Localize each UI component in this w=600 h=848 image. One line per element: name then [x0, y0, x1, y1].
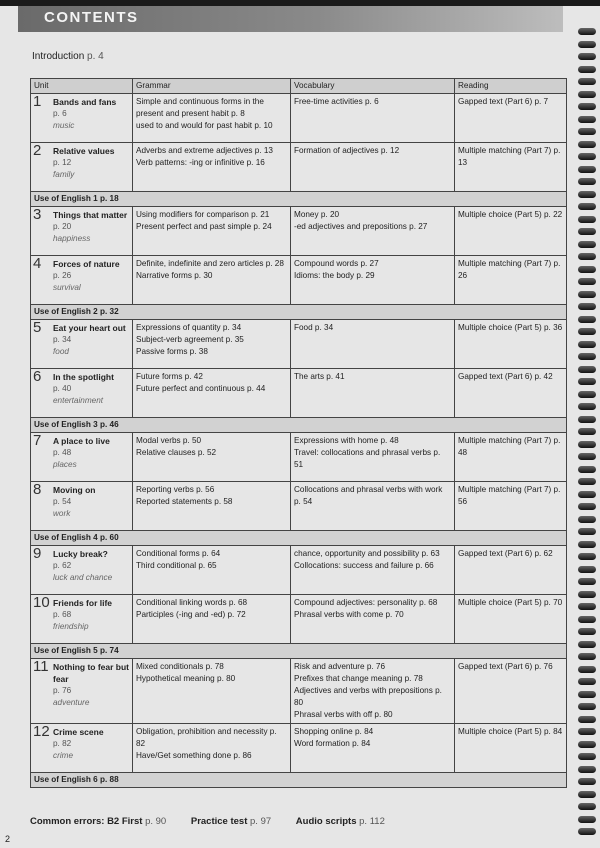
binding-coil — [578, 628, 596, 635]
unit-cell — [31, 207, 133, 256]
binding-coil — [578, 153, 596, 160]
grammar-entry: Definite, indefinite and zero articles p. 28 — [136, 259, 284, 268]
spiral-binding — [572, 28, 600, 848]
unit-title: Bands and fans — [53, 97, 117, 107]
binding-coil — [578, 778, 596, 785]
reading-cell — [455, 724, 567, 773]
vocabulary-entry: Idioms: the body p. 29 — [294, 271, 375, 280]
contents-table-body — [31, 94, 567, 788]
use-of-english-label: Use of English 1 p. 18 — [31, 192, 567, 207]
binding-coil — [578, 803, 596, 810]
unit-cell — [31, 369, 133, 418]
reading-entry: Multiple choice (Part 5) p. 70 — [458, 598, 563, 607]
unit-number: 9 — [33, 545, 42, 562]
reading-cell — [455, 595, 567, 644]
unit-topic: food — [53, 347, 69, 356]
unit-cell — [31, 659, 133, 724]
unit-topic: entertainment — [53, 396, 104, 405]
unit-page: p. 54 — [53, 497, 72, 506]
binding-coil — [578, 453, 596, 460]
footer-links — [30, 816, 407, 827]
intro-label: Introduction — [32, 51, 85, 62]
unit-page: p. 62 — [53, 561, 72, 570]
unit-page: p. 26 — [53, 271, 72, 280]
grammar-entry: Obligation, prohibition and necessity p. 82 — [136, 727, 277, 748]
binding-coil — [578, 616, 596, 623]
reading-entry: Gapped text (Part 6) p. 7 — [458, 97, 549, 106]
binding-coil — [578, 478, 596, 485]
binding-coil — [578, 316, 596, 323]
binding-coil — [578, 603, 596, 610]
grammar-entry: Participles (-ing and -ed) p. 72 — [136, 610, 246, 619]
binding-coil — [578, 53, 596, 60]
vocabulary-cell — [291, 369, 455, 418]
grammar-cell — [133, 482, 291, 531]
grammar-cell — [133, 143, 291, 192]
unit-page: p. 40 — [53, 384, 72, 393]
binding-coil — [578, 528, 596, 535]
binding-coil — [578, 391, 596, 398]
unit-cell — [31, 595, 133, 644]
unit-title: Lucky break? — [53, 549, 108, 559]
unit-page: p. 48 — [53, 448, 72, 457]
grammar-entry: Conditional linking words p. 68 — [136, 598, 248, 607]
introduction-line — [32, 51, 104, 62]
unit-page: p. 68 — [53, 610, 72, 619]
binding-coil — [578, 716, 596, 723]
unit-page: p. 20 — [53, 222, 72, 231]
unit-title: Forces of nature — [53, 259, 120, 269]
binding-coil — [578, 91, 596, 98]
vocabulary-cell — [291, 143, 455, 192]
grammar-entry: Passive forms p. 38 — [136, 347, 208, 356]
unit-page: p. 34 — [53, 335, 72, 344]
binding-coil — [578, 666, 596, 673]
unit-row — [31, 482, 567, 531]
unit-cell — [31, 482, 133, 531]
binding-coil — [578, 141, 596, 148]
common-errors-entry: Common errors: B2 First p. 90 — [30, 816, 167, 827]
grammar-cell — [133, 94, 291, 143]
vocabulary-entry: Collocations: success and failure p. 66 — [294, 561, 434, 570]
reading-cell — [455, 143, 567, 192]
vocabulary-entry: Expressions with home p. 48 — [294, 436, 399, 445]
vocabulary-cell — [291, 724, 455, 773]
unit-number: 2 — [33, 142, 42, 159]
unit-page: p. 76 — [53, 686, 72, 695]
use-of-english-row — [31, 773, 567, 788]
grammar-entry: Adverbs and extreme adjectives p. 13 — [136, 146, 273, 155]
vocabulary-entry: Formation of adjectives p. 12 — [294, 146, 400, 155]
unit-cell — [31, 256, 133, 305]
binding-coil — [578, 378, 596, 385]
binding-coil — [578, 428, 596, 435]
binding-coil — [578, 241, 596, 248]
reading-cell — [455, 482, 567, 531]
unit-number: 10 — [33, 594, 50, 611]
unit-row — [31, 595, 567, 644]
page-number: 2 — [5, 834, 11, 844]
grammar-cell — [133, 256, 291, 305]
grammar-entry: Relative clauses p. 52 — [136, 448, 217, 457]
binding-coil — [578, 503, 596, 510]
unit-cell — [31, 433, 133, 482]
grammar-entry: Expressions of quantity p. 34 — [136, 323, 242, 332]
use-of-english-row — [31, 418, 567, 433]
unit-row — [31, 143, 567, 192]
grammar-entry: Future perfect and continuous p. 44 — [136, 384, 266, 393]
unit-page: p. 6 — [53, 109, 67, 118]
binding-coil — [578, 41, 596, 48]
reading-cell — [455, 546, 567, 595]
grammar-entry: Modal verbs p. 50 — [136, 436, 202, 445]
unit-number: 3 — [33, 206, 42, 223]
vocabulary-entry: Money p. 20 — [294, 210, 340, 219]
grammar-entry: Simple and continuous forms in the present and present habit p. 8 — [136, 97, 264, 118]
binding-coil — [578, 266, 596, 273]
binding-coil — [578, 291, 596, 298]
vocabulary-entry: Shopping online p. 84 — [294, 727, 374, 736]
grammar-entry: Using modifiers for comparison p. 21 — [136, 210, 270, 219]
grammar-entry: used to and would for past habit p. 10 — [136, 121, 273, 130]
binding-coil — [578, 278, 596, 285]
unit-page: p. 82 — [53, 739, 72, 748]
vocabulary-entry: -ed adjectives and prepositions p. 27 — [294, 222, 428, 231]
binding-coil — [578, 328, 596, 335]
vocabulary-cell — [291, 256, 455, 305]
binding-coil — [578, 753, 596, 760]
use-of-english-label: Use of English 2 p. 32 — [31, 305, 567, 320]
vocabulary-entry: Compound words p. 27 — [294, 259, 379, 268]
unit-cell — [31, 724, 133, 773]
binding-coil — [578, 66, 596, 73]
practice-test-entry: Practice test p. 97 — [190, 816, 272, 827]
intro-page: p. 4 — [87, 51, 104, 62]
unit-title: Eat your heart out — [53, 323, 126, 333]
column-header-vocabulary: Vocabulary — [291, 79, 455, 94]
use-of-english-row — [31, 305, 567, 320]
unit-title: Friends for life — [53, 598, 113, 608]
binding-coil — [578, 403, 596, 410]
audio-scripts-entry: Audio scripts p. 112 — [295, 816, 385, 827]
vocabulary-entry: Collocations and phrasal verbs with work p. 54 — [294, 485, 443, 506]
unit-number: 11 — [33, 658, 49, 675]
vocabulary-entry: Food p. 34 — [294, 323, 334, 332]
use-of-english-label: Use of English 3 p. 46 — [31, 418, 567, 433]
vocabulary-entry: Free-time activities p. 6 — [294, 97, 379, 106]
grammar-entry: Verb patterns: -ing or infinitive p. 16 — [136, 158, 265, 167]
binding-coil — [578, 578, 596, 585]
binding-coil — [578, 828, 596, 835]
reading-entry: Multiple matching (Part 7) p. 56 — [458, 485, 561, 506]
use-of-english-label: Use of English 6 p. 88 — [31, 773, 567, 788]
table-header-row — [31, 79, 567, 94]
grammar-cell — [133, 320, 291, 369]
unit-title: In the spotlight — [53, 372, 114, 382]
contents-header-bar — [18, 6, 563, 32]
binding-coil — [578, 741, 596, 748]
grammar-entry: Reported statements p. 58 — [136, 497, 233, 506]
grammar-cell — [133, 595, 291, 644]
unit-title: Relative values — [53, 146, 115, 156]
vocabulary-entry: Phrasal verbs with come p. 70 — [294, 610, 404, 619]
unit-topic: adventure — [53, 698, 90, 707]
grammar-entry: Narrative forms p. 30 — [136, 271, 213, 280]
binding-coil — [578, 116, 596, 123]
unit-row — [31, 724, 567, 773]
use-of-english-label: Use of English 5 p. 74 — [31, 644, 567, 659]
unit-cell — [31, 143, 133, 192]
vocabulary-cell — [291, 546, 455, 595]
grammar-entry: Conditional forms p. 64 — [136, 549, 221, 558]
reading-entry: Multiple choice (Part 5) p. 36 — [458, 323, 563, 332]
reading-cell — [455, 433, 567, 482]
unit-cell — [31, 94, 133, 143]
binding-coil — [578, 728, 596, 735]
unit-title: A place to live — [53, 436, 110, 446]
binding-coil — [578, 216, 596, 223]
unit-topic: music — [53, 121, 75, 130]
binding-coil — [578, 703, 596, 710]
unit-number: 8 — [33, 481, 42, 498]
grammar-cell — [133, 433, 291, 482]
unit-row — [31, 369, 567, 418]
use-of-english-row — [31, 644, 567, 659]
binding-coil — [578, 178, 596, 185]
vocabulary-cell — [291, 94, 455, 143]
grammar-entry: Hypothetical meaning p. 80 — [136, 674, 236, 683]
binding-coil — [578, 191, 596, 198]
binding-coil — [578, 366, 596, 373]
grammar-entry: Third conditional p. 65 — [136, 561, 217, 570]
unit-topic: friendship — [53, 622, 89, 631]
unit-topic: work — [53, 509, 71, 518]
reading-cell — [455, 320, 567, 369]
grammar-cell — [133, 724, 291, 773]
unit-row — [31, 659, 567, 724]
unit-topic: luck and chance — [53, 573, 113, 582]
unit-number: 5 — [33, 319, 42, 336]
unit-row — [31, 207, 567, 256]
unit-topic: happiness — [53, 234, 91, 243]
unit-number: 12 — [33, 723, 50, 740]
binding-coil — [578, 641, 596, 648]
binding-coil — [578, 691, 596, 698]
unit-topic: family — [53, 170, 75, 179]
use-of-english-label: Use of English 4 p. 60 — [31, 531, 567, 546]
unit-row — [31, 94, 567, 143]
binding-coil — [578, 253, 596, 260]
grammar-entry: Present perfect and past simple p. 24 — [136, 222, 272, 231]
vocabulary-entry: chance, opportunity and possibility p. 63 — [294, 549, 440, 558]
grammar-cell — [133, 659, 291, 724]
unit-title: Things that matter — [53, 210, 128, 220]
binding-coil — [578, 591, 596, 598]
unit-cell — [31, 546, 133, 595]
binding-coil — [578, 653, 596, 660]
binding-coil — [578, 103, 596, 110]
vocabulary-cell — [291, 320, 455, 369]
unit-topic: places — [53, 460, 77, 469]
vocabulary-entry: Travel: collocations and phrasal verbs p. 51 — [294, 448, 441, 469]
vocabulary-cell — [291, 482, 455, 531]
binding-coil — [578, 491, 596, 498]
unit-title: Crime scene — [53, 727, 104, 737]
grammar-entry: Subject-verb agreement p. 35 — [136, 335, 244, 344]
unit-row — [31, 320, 567, 369]
use-of-english-row — [31, 192, 567, 207]
unit-title: Moving on — [53, 485, 96, 495]
unit-number: 6 — [33, 368, 42, 385]
vocabulary-cell — [291, 595, 455, 644]
contents-table — [30, 78, 567, 788]
unit-page: p. 12 — [53, 158, 72, 167]
vocabulary-cell — [291, 207, 455, 256]
reading-cell — [455, 207, 567, 256]
grammar-entry: Have/Get something done p. 86 — [136, 751, 252, 760]
binding-coil — [578, 466, 596, 473]
vocabulary-entry: Adjectives and verbs with prepositions p. 80 — [294, 686, 442, 707]
binding-coil — [578, 228, 596, 235]
grammar-entry: Mixed conditionals p. 78 — [136, 662, 224, 671]
reading-entry: Multiple choice (Part 5) p. 22 — [458, 210, 563, 219]
reading-cell — [455, 256, 567, 305]
grammar-cell — [133, 546, 291, 595]
reading-entry: Multiple matching (Part 7) p. 48 — [458, 436, 561, 457]
column-header-grammar: Grammar — [133, 79, 291, 94]
unit-number: 1 — [33, 93, 42, 110]
binding-coil — [578, 678, 596, 685]
unit-row — [31, 256, 567, 305]
binding-coil — [578, 566, 596, 573]
reading-cell — [455, 659, 567, 724]
binding-coil — [578, 441, 596, 448]
grammar-entry: Reporting verbs p. 56 — [136, 485, 215, 494]
vocabulary-entry: Word formation p. 84 — [294, 739, 371, 748]
reading-entry: Gapped text (Part 6) p. 62 — [458, 549, 553, 558]
vocabulary-cell — [291, 659, 455, 724]
vocabulary-entry: Compound adjectives: personality p. 68 — [294, 598, 438, 607]
binding-coil — [578, 28, 596, 35]
binding-coil — [578, 78, 596, 85]
use-of-english-row — [31, 531, 567, 546]
binding-coil — [578, 516, 596, 523]
binding-coil — [578, 416, 596, 423]
binding-coil — [578, 766, 596, 773]
unit-number: 7 — [33, 432, 42, 449]
unit-topic: survival — [53, 283, 81, 292]
column-header-unit: Unit — [31, 79, 133, 94]
reading-entry: Gapped text (Part 6) p. 76 — [458, 662, 553, 671]
binding-coil — [578, 791, 596, 798]
binding-coil — [578, 128, 596, 135]
reading-cell — [455, 94, 567, 143]
grammar-entry: Future forms p. 42 — [136, 372, 203, 381]
grammar-cell — [133, 207, 291, 256]
grammar-cell — [133, 369, 291, 418]
reading-entry: Multiple matching (Part 7) p. 26 — [458, 259, 561, 280]
vocabulary-entry: Risk and adventure p. 76 — [294, 662, 386, 671]
binding-coil — [578, 341, 596, 348]
unit-title: Nothing to fear but fear — [53, 662, 130, 684]
reading-entry: Multiple choice (Part 5) p. 84 — [458, 727, 563, 736]
vocabulary-entry: Prefixes that change meaning p. 78 — [294, 674, 423, 683]
reading-entry: Gapped text (Part 6) p. 42 — [458, 372, 553, 381]
binding-coil — [578, 353, 596, 360]
reading-entry: Multiple matching (Part 7) p. 13 — [458, 146, 561, 167]
vocabulary-entry: The arts p. 41 — [294, 372, 345, 381]
binding-coil — [578, 303, 596, 310]
vocabulary-cell — [291, 433, 455, 482]
binding-coil — [578, 816, 596, 823]
column-header-reading: Reading — [455, 79, 567, 94]
unit-row — [31, 546, 567, 595]
binding-coil — [578, 203, 596, 210]
page-title: CONTENTS — [44, 9, 139, 26]
binding-coil — [578, 541, 596, 548]
unit-number: 4 — [33, 255, 42, 272]
binding-coil — [578, 553, 596, 560]
vocabulary-entry: Phrasal verbs with off p. 80 — [294, 710, 393, 719]
unit-row — [31, 433, 567, 482]
unit-topic: crime — [53, 751, 74, 760]
reading-cell — [455, 369, 567, 418]
unit-cell — [31, 320, 133, 369]
binding-coil — [578, 166, 596, 173]
